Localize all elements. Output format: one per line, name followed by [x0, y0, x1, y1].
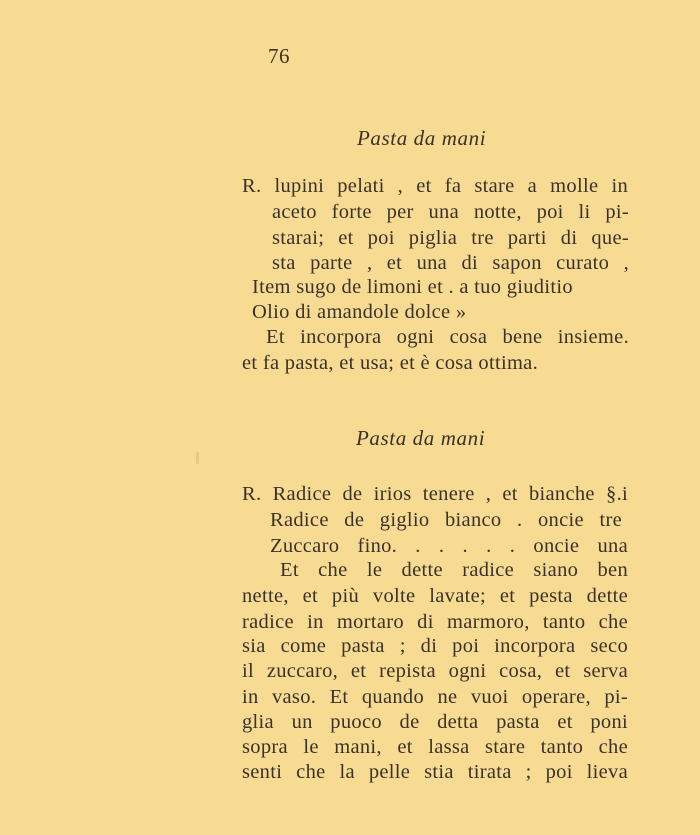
recipe-1-line-5: Item sugo de limoni et . a tuo giuditio: [252, 276, 573, 298]
recipe-2-line-5: nette, et più volte lavate; et pesta dette: [242, 585, 628, 607]
recipe-2-line-2: Radice de giglio bianco . oncie tre: [270, 509, 622, 531]
recipe-1-line-1: R. lupini pelati , et fa stare a molle in: [242, 175, 628, 197]
recipe-2-line-9: in vaso. Et quando ne vuoi operare, pi-: [242, 686, 628, 708]
recipe-1-line-3: starai; et poi piglia tre parti di que-: [272, 227, 629, 249]
recipe-2-line-7: sia come pasta ; di poi incorpora seco: [242, 635, 628, 657]
recipe-1-line-7: Et incorpora ogni cosa bene insieme.: [266, 326, 629, 348]
recipe-1-line-2: aceto forte per una notte, poi li pi-: [272, 201, 629, 223]
paper-speck: [196, 452, 199, 464]
recipe-2-line-11: sopra le mani, et lassa stare tanto che: [242, 736, 628, 758]
recipe-2-line-3: Zuccaro fino. . . . . . oncie una: [270, 535, 628, 557]
recipe-1-line-8: et fa pasta, et usa; et è cosa ottima.: [242, 352, 539, 374]
recipe-2-line-6: radice in mortaro di marmoro, tanto che: [242, 611, 628, 633]
recipe-1-line-6: Olio di amandole dolce »: [252, 301, 467, 323]
recipe-2-line-8: il zuccaro, et repista ogni cosa, et serva: [242, 660, 628, 682]
recipe-2-line-10: glia un puoco de detta pasta et poni: [242, 711, 628, 733]
recipe-2-title: Pasta da mani: [356, 426, 486, 450]
page-number: 76: [268, 44, 290, 68]
recipe-2-line-1: R. Radice de irios tenere , et bianche §.i: [242, 483, 628, 505]
recipe-1-title: Pasta da mani: [357, 126, 487, 150]
recipe-2-line-4: Et che le dette radice siano ben: [280, 559, 628, 581]
recipe-1-line-4: sta parte , et una di sapon curato ,: [272, 252, 629, 274]
recipe-2-line-12: senti che la pelle stia tirata ; poi lieva: [242, 761, 628, 783]
